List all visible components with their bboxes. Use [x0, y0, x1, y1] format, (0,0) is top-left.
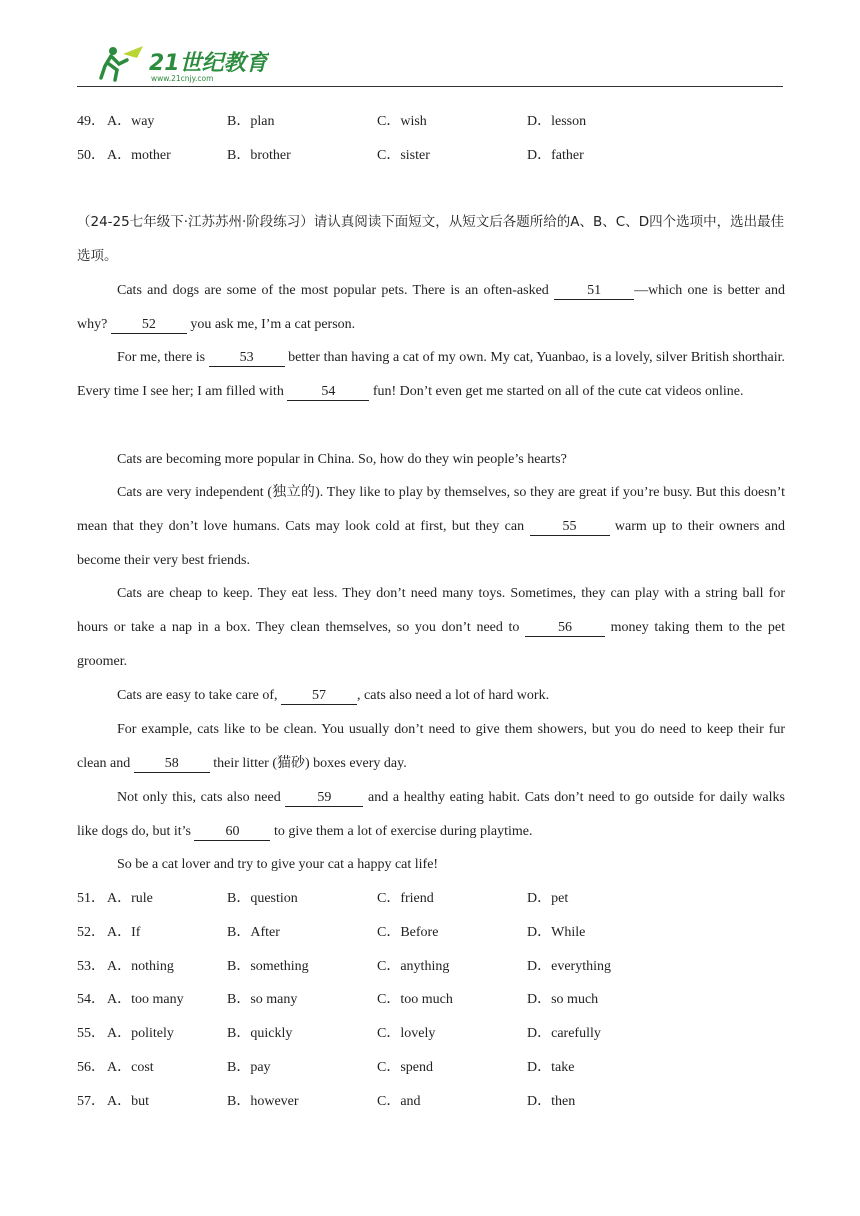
option-b: B．so many: [227, 992, 298, 1007]
option-a: A．cost: [107, 1060, 154, 1075]
passage-paragraph-3: Cats are becoming more popular in China. So, how do they win people’s hearts?: [117, 452, 567, 467]
option-b: B．pay: [227, 1060, 271, 1075]
question-number: 57．: [77, 1094, 105, 1109]
option-a: A．too many: [107, 992, 184, 1007]
option-a: A．nothing: [107, 959, 174, 974]
blank-56: 56: [525, 620, 605, 637]
option-c: C．too much: [377, 992, 453, 1007]
option-d: D．carefully: [527, 1026, 601, 1041]
option-b: B．quickly: [227, 1026, 293, 1041]
passage-paragraph-4: Cats are very independent (独立的). They like to play by themselves, so they are great if you’re busy. But this doesn’t mean that they don’t love humans. Cats may look cold at first, but they can 55 warm up to their owners and become their very best friends.: [77, 485, 785, 568]
question-51: [77, 889, 787, 909]
option-a: A．way: [107, 114, 155, 129]
question-55: [77, 1024, 787, 1044]
blank-55: 55: [530, 519, 610, 536]
option-d: D．then: [527, 1094, 576, 1109]
logo-text: 21世纪教育: [149, 51, 268, 76]
option-a: A．mother: [107, 148, 171, 163]
option-a: A．but: [107, 1094, 149, 1109]
question-54: [77, 990, 787, 1010]
option-b: B．plan: [227, 114, 275, 129]
option-c: C．friend: [377, 891, 434, 906]
option-b: B．brother: [227, 148, 291, 163]
option-c: C．lovely: [377, 1026, 436, 1041]
question-number: 55．: [77, 1026, 105, 1041]
question-number: 49．: [77, 114, 105, 129]
passage-paragraph-9: So be a cat lover and try to give your cat a happy cat life!: [117, 857, 439, 872]
question-49: [77, 112, 787, 132]
passage-paragraph-2: For me, there is 53 better than having a cat of my own. My cat, Yuanbao, is a lovely, silver British shorthair. Every time I see her; I am filled with 54 fun! Don’t even get me started on all of the cute cat videos online.: [77, 350, 786, 399]
question-56: [77, 1058, 787, 1078]
passage-paragraph-1: Cats and dogs are some of the most popular pets. There is an often-asked 51 —which one is better and why? 52 you ask me, I’m a cat person.: [77, 283, 785, 332]
question-50: [77, 146, 787, 166]
option-c: C．and: [377, 1094, 421, 1109]
option-d: D．take: [527, 1060, 575, 1075]
question-number: 52．: [77, 925, 105, 940]
option-d: D．lesson: [527, 114, 587, 129]
question-53: [77, 957, 787, 977]
option-c: C．Before: [377, 925, 439, 940]
blank-54: 54: [287, 384, 369, 401]
option-b: B．After: [227, 925, 280, 940]
option-d: D．so much: [527, 992, 599, 1007]
blank-60: 60: [194, 824, 270, 841]
question-number: 54．: [77, 992, 105, 1007]
blank-53: 53: [209, 350, 285, 367]
passage-paragraph-8: Not only this, cats also need 59 and a healthy eating habit. Cats don’t need to go outside for daily walks like dogs do, but it’s 60 to give them a lot of exercise during playtime.: [77, 790, 785, 839]
option-c: C．wish: [377, 114, 427, 129]
option-a: A．rule: [107, 891, 153, 906]
passage-paragraph-7: For example, cats like to be clean. You usually don’t need to give them showers, but you do need to keep their fur clean and 58 their litter (猫砂) boxes every day.: [77, 722, 785, 771]
question-number: 56．: [77, 1060, 105, 1075]
question-number: 50．: [77, 148, 105, 163]
page-header: [77, 40, 783, 87]
blank-51: 51: [554, 283, 634, 300]
option-d: D．father: [527, 148, 584, 163]
option-d: D．pet: [527, 891, 569, 906]
option-c: C．spend: [377, 1060, 433, 1075]
question-57: [77, 1092, 787, 1112]
option-a: A．politely: [107, 1026, 174, 1041]
option-b: B．question: [227, 891, 298, 906]
option-b: B．something: [227, 959, 309, 974]
question-52: [77, 923, 787, 943]
logo-url: www.21cnjy.com: [151, 74, 214, 83]
logo: [99, 42, 269, 84]
option-c: C．sister: [377, 148, 430, 163]
option-a: A．If: [107, 925, 141, 940]
blank-57: 57: [281, 688, 357, 705]
option-d: D．While: [527, 925, 586, 940]
question-number: 51．: [77, 891, 105, 906]
option-c: C．anything: [377, 959, 450, 974]
blank-59: 59: [285, 790, 363, 807]
section-intro: （24-25七年级下·江苏苏州·阶段练习）请认真阅读下面短文，从短文后各题所给的A、B、C、D四个选项中，选出最佳选项。: [77, 214, 785, 264]
option-b: B．however: [227, 1094, 299, 1109]
passage-paragraph-5: Cats are cheap to keep. They eat less. They don’t need many toys. Sometimes, they can play with a string ball for hours or take a nap in a box. They clean themselves, so you don’t need to 56 money taking them to the pet groomer.: [77, 586, 786, 669]
blank-58: 58: [134, 756, 210, 773]
passage-paragraph-6: Cats are easy to take care of, 57 , cats also need a lot of hard work.: [117, 688, 550, 703]
question-number: 53．: [77, 959, 105, 974]
blank-52: 52: [111, 317, 187, 334]
option-d: D．everything: [527, 959, 611, 974]
